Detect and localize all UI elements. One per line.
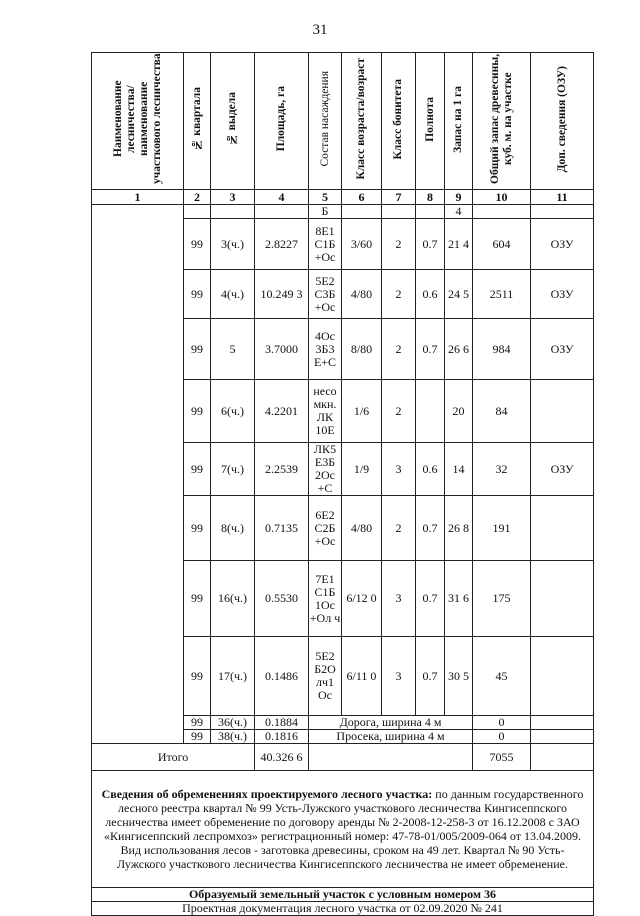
cell-age: 1/9 [342,443,382,496]
cell-vydel: 36(ч.) [211,716,255,730]
cell-vydel: 16(ч.) [211,561,255,637]
cell-bonitet: 2 [382,270,416,319]
cell-vydel: 5 [211,319,255,380]
cell-total-stock: 45 [473,637,531,716]
cell-bonitet: 2 [382,380,416,443]
header-zapas: Запас на 1 га [445,53,473,190]
cell-age: 8/80 [342,319,382,380]
cell-area [255,205,309,219]
cell-zapas: 30 5 [445,637,473,716]
cell-sostav: 5Е2 С3Б +Ос [309,270,342,319]
cell-age: 3/60 [342,219,382,270]
cell-polnota: 0.7 [416,496,445,561]
cell-zapas: 31 6 [445,561,473,637]
cell-vydel: 4(ч.) [211,270,255,319]
project-doc-text: Проектная документация лесного участка от 02.09.2020 № 241 [92,902,594,916]
cell-dop: ОЗУ [531,219,594,270]
header-total-stock: Общий запас древесины, куб. м. на участке [473,53,531,190]
cell-bonitet: 2 [382,496,416,561]
cell-sostav: 5Е2 Б2О лч1 Ос [309,637,342,716]
cell-bonitet: 3 [382,637,416,716]
header-vydel: № выдела [211,53,255,190]
cell-polnota [416,380,445,443]
cell-vydel: 17(ч.) [211,637,255,716]
cell-sostav: 8Е1 С1Б +Ос [309,219,342,270]
cell-age: 6/12 0 [342,561,382,637]
cell-dop [531,561,594,637]
encumbrance-info [92,771,594,888]
cell-vydel: 8(ч.) [211,496,255,561]
land-plot-title: Образуемый земельный участок с условным номером 36 [92,888,594,902]
cell-zapas: 26 8 [445,496,473,561]
cell-kvartal: 99 [184,496,211,561]
page-number: 31 [312,22,328,38]
cell-total-stock: 32 [473,443,531,496]
cell-kvartal: 99 [184,443,211,496]
header-row [92,53,594,190]
forestry-cell [92,205,184,744]
cell-total-stock: 2511 [473,270,531,319]
header-area: Площадь, га [255,53,309,190]
col-num: 8 [416,190,445,205]
cell-bonitet [382,205,416,219]
land-plot-row [92,888,594,902]
cell-kvartal: 99 [184,716,211,730]
column-number-row [92,190,594,205]
cell-kvartal: 99 [184,561,211,637]
cell-polnota: 0.7 [416,561,445,637]
cell-kvartal: 99 [184,637,211,716]
cell-zapas: 26 6 [445,319,473,380]
col-num: 5 [309,190,342,205]
col-num: 11 [531,190,594,205]
cell-vydel [211,205,255,219]
cell-age: 4/80 [342,270,382,319]
cell-sostav: Б [309,205,342,219]
cell-sostav: 4Ос 3Б3 Е+С [309,319,342,380]
cell-sostav: несо мкн. ЛК 10Е [309,380,342,443]
table-row [92,205,594,219]
project-doc-row [92,902,594,916]
cell-polnota: 0.6 [416,270,445,319]
cell-area: 2.2539 [255,443,309,496]
cell-polnota [416,205,445,219]
cell-total-stock: 0 [473,730,531,744]
total-dop [531,744,594,771]
col-num: 2 [184,190,211,205]
header-kvartal: № квартала [184,53,211,190]
total-stock: 7055 [473,744,531,771]
cell-description: Просека, ширина 4 м [309,730,473,744]
cell-sostav: ЛК5 Е3Б 2Ос +С [309,443,342,496]
cell-total-stock: 604 [473,219,531,270]
cell-age [342,205,382,219]
cell-dop: ОЗУ [531,270,594,319]
cell-area: 4.2201 [255,380,309,443]
cell-polnota: 0.7 [416,319,445,380]
cell-area: 0.1884 [255,716,309,730]
cell-dop [531,205,594,219]
cell-vydel: 38(ч.) [211,730,255,744]
cell-total-stock: 191 [473,496,531,561]
total-area: 40.326 6 [255,744,309,771]
col-num: 1 [92,190,184,205]
header-bonitet: Класс бонитета [382,53,416,190]
cell-area: 2.8227 [255,219,309,270]
cell-bonitet: 2 [382,219,416,270]
cell-vydel: 3(ч.) [211,219,255,270]
cell-dop: ОЗУ [531,319,594,380]
cell-area: 3.7000 [255,319,309,380]
cell-age: 1/6 [342,380,382,443]
cell-dop [531,637,594,716]
cell-kvartal [184,205,211,219]
cell-age: 6/11 0 [342,637,382,716]
cell-zapas: 14 [445,443,473,496]
cell-polnota: 0.7 [416,637,445,716]
encumbrance-text: по данным государственного лесного реестра квартал № 99 Усть-Лужского участкового лесничества Кингисеппского лесничества имеет обременение по договору аренды № 2-2008-12-258-3 от 16.12.2008 с ЗАО «Кингисеппский леспромхоз» регистрационный номер: 47-78-01/005/2009-064 от 13.04.2009. Вид использования лесов - заготовка древесины, сроком на 49 лет. Квартал № 90 Усть-Лужского участкового лесничества Кингисеппского лесничества не имеет обременение. [104,787,584,871]
cell-dop: ОЗУ [531,443,594,496]
encumbrance-title: Сведения об обременениях проектируемого лесного участка: [101,787,433,801]
cell-kvartal: 99 [184,270,211,319]
encumbrance-row [92,771,594,888]
cell-bonitet: 3 [382,443,416,496]
cell-area: 0.5530 [255,561,309,637]
cell-sostav: 7Е1 С1Б 1Ос +Ол ч [309,561,342,637]
col-num: 7 [382,190,416,205]
cell-description: Дорога, ширина 4 м [309,716,473,730]
cell-dop [531,730,594,744]
col-num: 6 [342,190,382,205]
cell-dop [531,496,594,561]
forest-plot-table [91,52,594,916]
cell-kvartal: 99 [184,380,211,443]
cell-zapas: 4 [445,205,473,219]
cell-total-stock: 0 [473,716,531,730]
header-age-class: Класс возраста/возраст [342,53,382,190]
cell-kvartal: 99 [184,319,211,380]
cell-area: 0.1486 [255,637,309,716]
header-dop: Доп. сведения (ОЗУ) [531,53,594,190]
cell-total-stock: 175 [473,561,531,637]
cell-bonitet: 2 [382,319,416,380]
cell-total-stock: 984 [473,319,531,380]
cell-sostav: 6Е2 С2Б +Ос [309,496,342,561]
cell-total-stock: 84 [473,380,531,443]
cell-vydel: 7(ч.) [211,443,255,496]
col-num: 10 [473,190,531,205]
header-sostav: Состав насаждения [309,53,342,190]
cell-area: 0.1816 [255,730,309,744]
header-forestry: Наименование лесничества/ наименование участкового лесничества [92,53,184,190]
cell-area: 0.7135 [255,496,309,561]
cell-dop [531,716,594,730]
cell-polnota: 0.6 [416,443,445,496]
total-row [92,744,594,771]
total-empty [309,744,473,771]
header-polnota: Полнота [416,53,445,190]
cell-zapas: 20 [445,380,473,443]
cell-dop [531,380,594,443]
cell-polnota: 0.7 [416,219,445,270]
col-num: 9 [445,190,473,205]
cell-kvartal: 99 [184,219,211,270]
cell-area: 10.249 3 [255,270,309,319]
cell-zapas: 24 5 [445,270,473,319]
col-num: 4 [255,190,309,205]
cell-bonitet: 3 [382,561,416,637]
cell-zapas: 21 4 [445,219,473,270]
cell-total-stock [473,205,531,219]
cell-kvartal: 99 [184,730,211,744]
cell-age: 4/80 [342,496,382,561]
col-num: 3 [211,190,255,205]
total-label: Итого [92,744,255,771]
cell-vydel: 6(ч.) [211,380,255,443]
